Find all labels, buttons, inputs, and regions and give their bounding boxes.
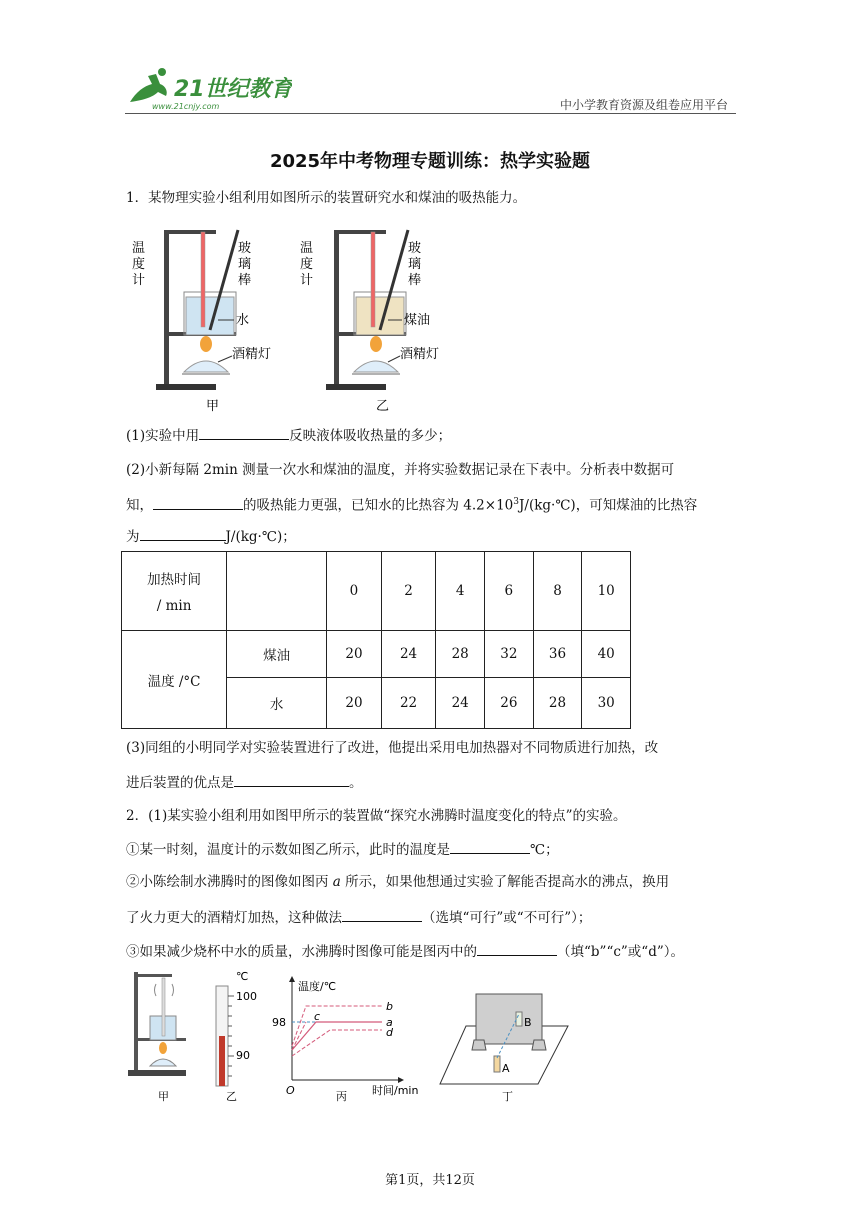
- table-row-name: 煤油: [227, 631, 327, 678]
- table-cell: 22: [381, 678, 436, 729]
- header-divider: [125, 113, 736, 114]
- label-thermometer-2c: 计: [300, 273, 314, 288]
- q1-part2-line3: [126, 525, 296, 547]
- point-a-label: A: [502, 1062, 510, 1075]
- label-kerosene: 煤油: [404, 313, 431, 328]
- graph-xlabel: 时间/min: [372, 1084, 419, 1097]
- answer-blank-4[interactable]: [234, 771, 349, 787]
- q1-part1: [126, 424, 451, 446]
- q1-figure: [126, 222, 456, 418]
- point-b-label: B: [524, 1016, 532, 1029]
- q2-sub2-italic-a: a: [332, 874, 341, 890]
- q1-part1-b: 反映液体吸收热量的多少；: [289, 428, 452, 444]
- q2-sub1-a: ①某一时刻，温度计的示数如图乙所示，此时的温度是: [126, 842, 450, 858]
- caption-jia: 甲: [206, 399, 220, 414]
- q2-sub3-a: ③如果减少烧杯中水的质量，水沸腾时图像可能是图丙中的: [126, 944, 477, 960]
- q1-part3-line2: [126, 771, 363, 793]
- q1-part3-l2-a: 进后装置的优点是: [126, 775, 234, 791]
- table-head-empty: [227, 552, 327, 631]
- label-water: 水: [236, 313, 250, 328]
- q2-sub2-l2-b: （选填“可行”或“不可行”）；: [422, 910, 592, 926]
- curve-d-label: d: [386, 1026, 393, 1039]
- q1-part2-line1: (2)小新每隔 2min 测量一次水和煤油的温度，并将实验数据记录在下表中。分析表中数据可: [126, 462, 675, 478]
- table-temp-label: 温度 /°C: [122, 631, 227, 729]
- table-cell: 26: [485, 678, 534, 729]
- answer-blank-1[interactable]: [199, 424, 289, 440]
- q2-sub2-l2-a: 了火力更大的酒精灯加热，这种做法: [126, 910, 342, 926]
- q1-part2-sup: 3: [513, 497, 519, 507]
- table-head-time-unit: / min: [156, 598, 192, 614]
- table-time-cell: 4: [436, 552, 485, 631]
- table-time-cell: 6: [485, 552, 534, 631]
- thermo-100: 100: [236, 990, 257, 1003]
- q2-sub2-line2: [126, 906, 591, 928]
- table-cell: 24: [381, 631, 436, 678]
- table-cell: 36: [533, 631, 582, 678]
- answer-blank-3[interactable]: [140, 525, 226, 541]
- apparatus-yi: [326, 230, 408, 390]
- table-head-time: [122, 552, 227, 631]
- q1-part1-a: (1)实验中用: [126, 428, 200, 444]
- q2-figures: [120, 966, 580, 1108]
- answer-blank-7[interactable]: [477, 940, 557, 956]
- graph-ylabel: 温度/℃: [298, 980, 337, 993]
- label-rod-2a: 玻: [408, 241, 422, 256]
- label-rod-1a: 玻: [238, 241, 252, 256]
- thermo-90: 90: [236, 1049, 250, 1062]
- apparatus-jia: [156, 230, 238, 390]
- thermo-unit: ℃: [236, 970, 249, 983]
- data-table: [121, 551, 631, 729]
- table-time-cell: 0: [327, 552, 382, 631]
- answer-blank-2[interactable]: [153, 494, 243, 510]
- logo: [122, 66, 292, 112]
- table-time-cell: 8: [533, 552, 582, 631]
- q1-stem: 1．某物理实验小组利用如图所示的装置研究水和煤油的吸热能力。: [126, 190, 527, 206]
- label-lamp-b: 酒精灯: [400, 347, 440, 362]
- platform-name: 中小学教育资源及组卷应用平台: [559, 98, 728, 112]
- q1-part2-l2-c: J/(kg·℃)，可知煤油的比热容: [518, 497, 698, 514]
- answer-blank-6[interactable]: [342, 906, 422, 922]
- graph-origin: O: [286, 1084, 295, 1097]
- curve-c-label: c: [314, 1010, 321, 1023]
- q2-stem: 2．(1)某实验小组利用如图甲所示的装置做“探究水沸腾时温度变化的特点”的实验。: [126, 808, 627, 824]
- q1-part3-l2-b: 。: [349, 775, 363, 791]
- label-rod-2c: 棒: [408, 273, 422, 288]
- caption-q2-yi: 乙: [226, 1090, 237, 1103]
- table-cell: 20: [327, 678, 382, 729]
- q1-part2-l3-b: J/(kg·℃)；: [225, 529, 296, 545]
- label-rod-2b: 璃: [408, 257, 422, 272]
- table-cell: 40: [582, 631, 631, 678]
- logo-text: 21世纪教育: [174, 77, 292, 102]
- apparatus-boiling: [128, 972, 186, 1076]
- curve-b-label: b: [386, 1000, 393, 1013]
- table-cell: 20: [327, 631, 382, 678]
- q2-sub2-a: ②小陈绘制水沸腾时的图像如图丙: [126, 874, 333, 890]
- q2-sub3: [126, 940, 684, 962]
- table-row: [122, 631, 631, 678]
- label-thermometer-2b: 度: [300, 257, 314, 272]
- logo-url: www.21cnjy.com: [152, 102, 220, 111]
- q2-sub1: [126, 838, 559, 860]
- q2-sub3-b: （填“b”“c”或“d”）。: [557, 944, 685, 960]
- table-cell: 30: [582, 678, 631, 729]
- table-time-cell: 10: [582, 552, 631, 631]
- table-cell: 32: [485, 631, 534, 678]
- caption-yi: 乙: [376, 399, 390, 414]
- table-cell: 28: [436, 631, 485, 678]
- table-head-time-label: 加热时间: [147, 572, 202, 588]
- label-rod-1c: 棒: [238, 273, 252, 288]
- q2-sub1-b: ℃；: [530, 842, 559, 858]
- graph-98: 98: [272, 1016, 286, 1029]
- page-footer: 第1页，共12页: [385, 1173, 475, 1188]
- label-thermometer-1b: 度: [132, 257, 146, 272]
- q1-part2-line2: [126, 492, 697, 516]
- thermometer-reading: [216, 986, 234, 1086]
- q2-sub2-line1: [126, 872, 669, 892]
- table-row-name: 水: [227, 678, 327, 729]
- q1-part3-line1: (3)同组的小明同学对实验装置进行了改进，他提出采用电加热器对不同物质进行加热，改: [126, 740, 659, 756]
- table-cell: 28: [533, 678, 582, 729]
- label-thermometer-1c: 计: [132, 273, 146, 288]
- q1-part2-l2-a: 知，: [126, 497, 153, 514]
- caption-q2-jia: 甲: [158, 1090, 169, 1103]
- answer-blank-5[interactable]: [450, 838, 530, 854]
- table-cell: 24: [436, 678, 485, 729]
- caption-q2-ding: 丁: [502, 1090, 513, 1103]
- label-rod-1b: 璃: [238, 257, 252, 272]
- table-time-cell: 2: [381, 552, 436, 631]
- curve-a-label: a: [386, 1016, 393, 1029]
- runner-icon: [130, 74, 167, 102]
- q1-part2-l3-a: 为: [126, 529, 140, 545]
- q1-part2-l2-b: 的吸热能力更强，已知水的比热容为 4.2×10: [243, 497, 514, 514]
- label-thermometer-1a: 温: [132, 241, 146, 256]
- page-title: 2025年中考物理专题训练：热学实验题: [269, 151, 591, 172]
- caption-q2-bing: 丙: [336, 1090, 347, 1103]
- q2-sub2-b: 所示，如果他想通过实验了解能否提高水的沸点，换用: [340, 874, 670, 890]
- label-lamp-a: 酒精灯: [232, 347, 272, 362]
- label-thermometer-2a: 温: [300, 241, 314, 256]
